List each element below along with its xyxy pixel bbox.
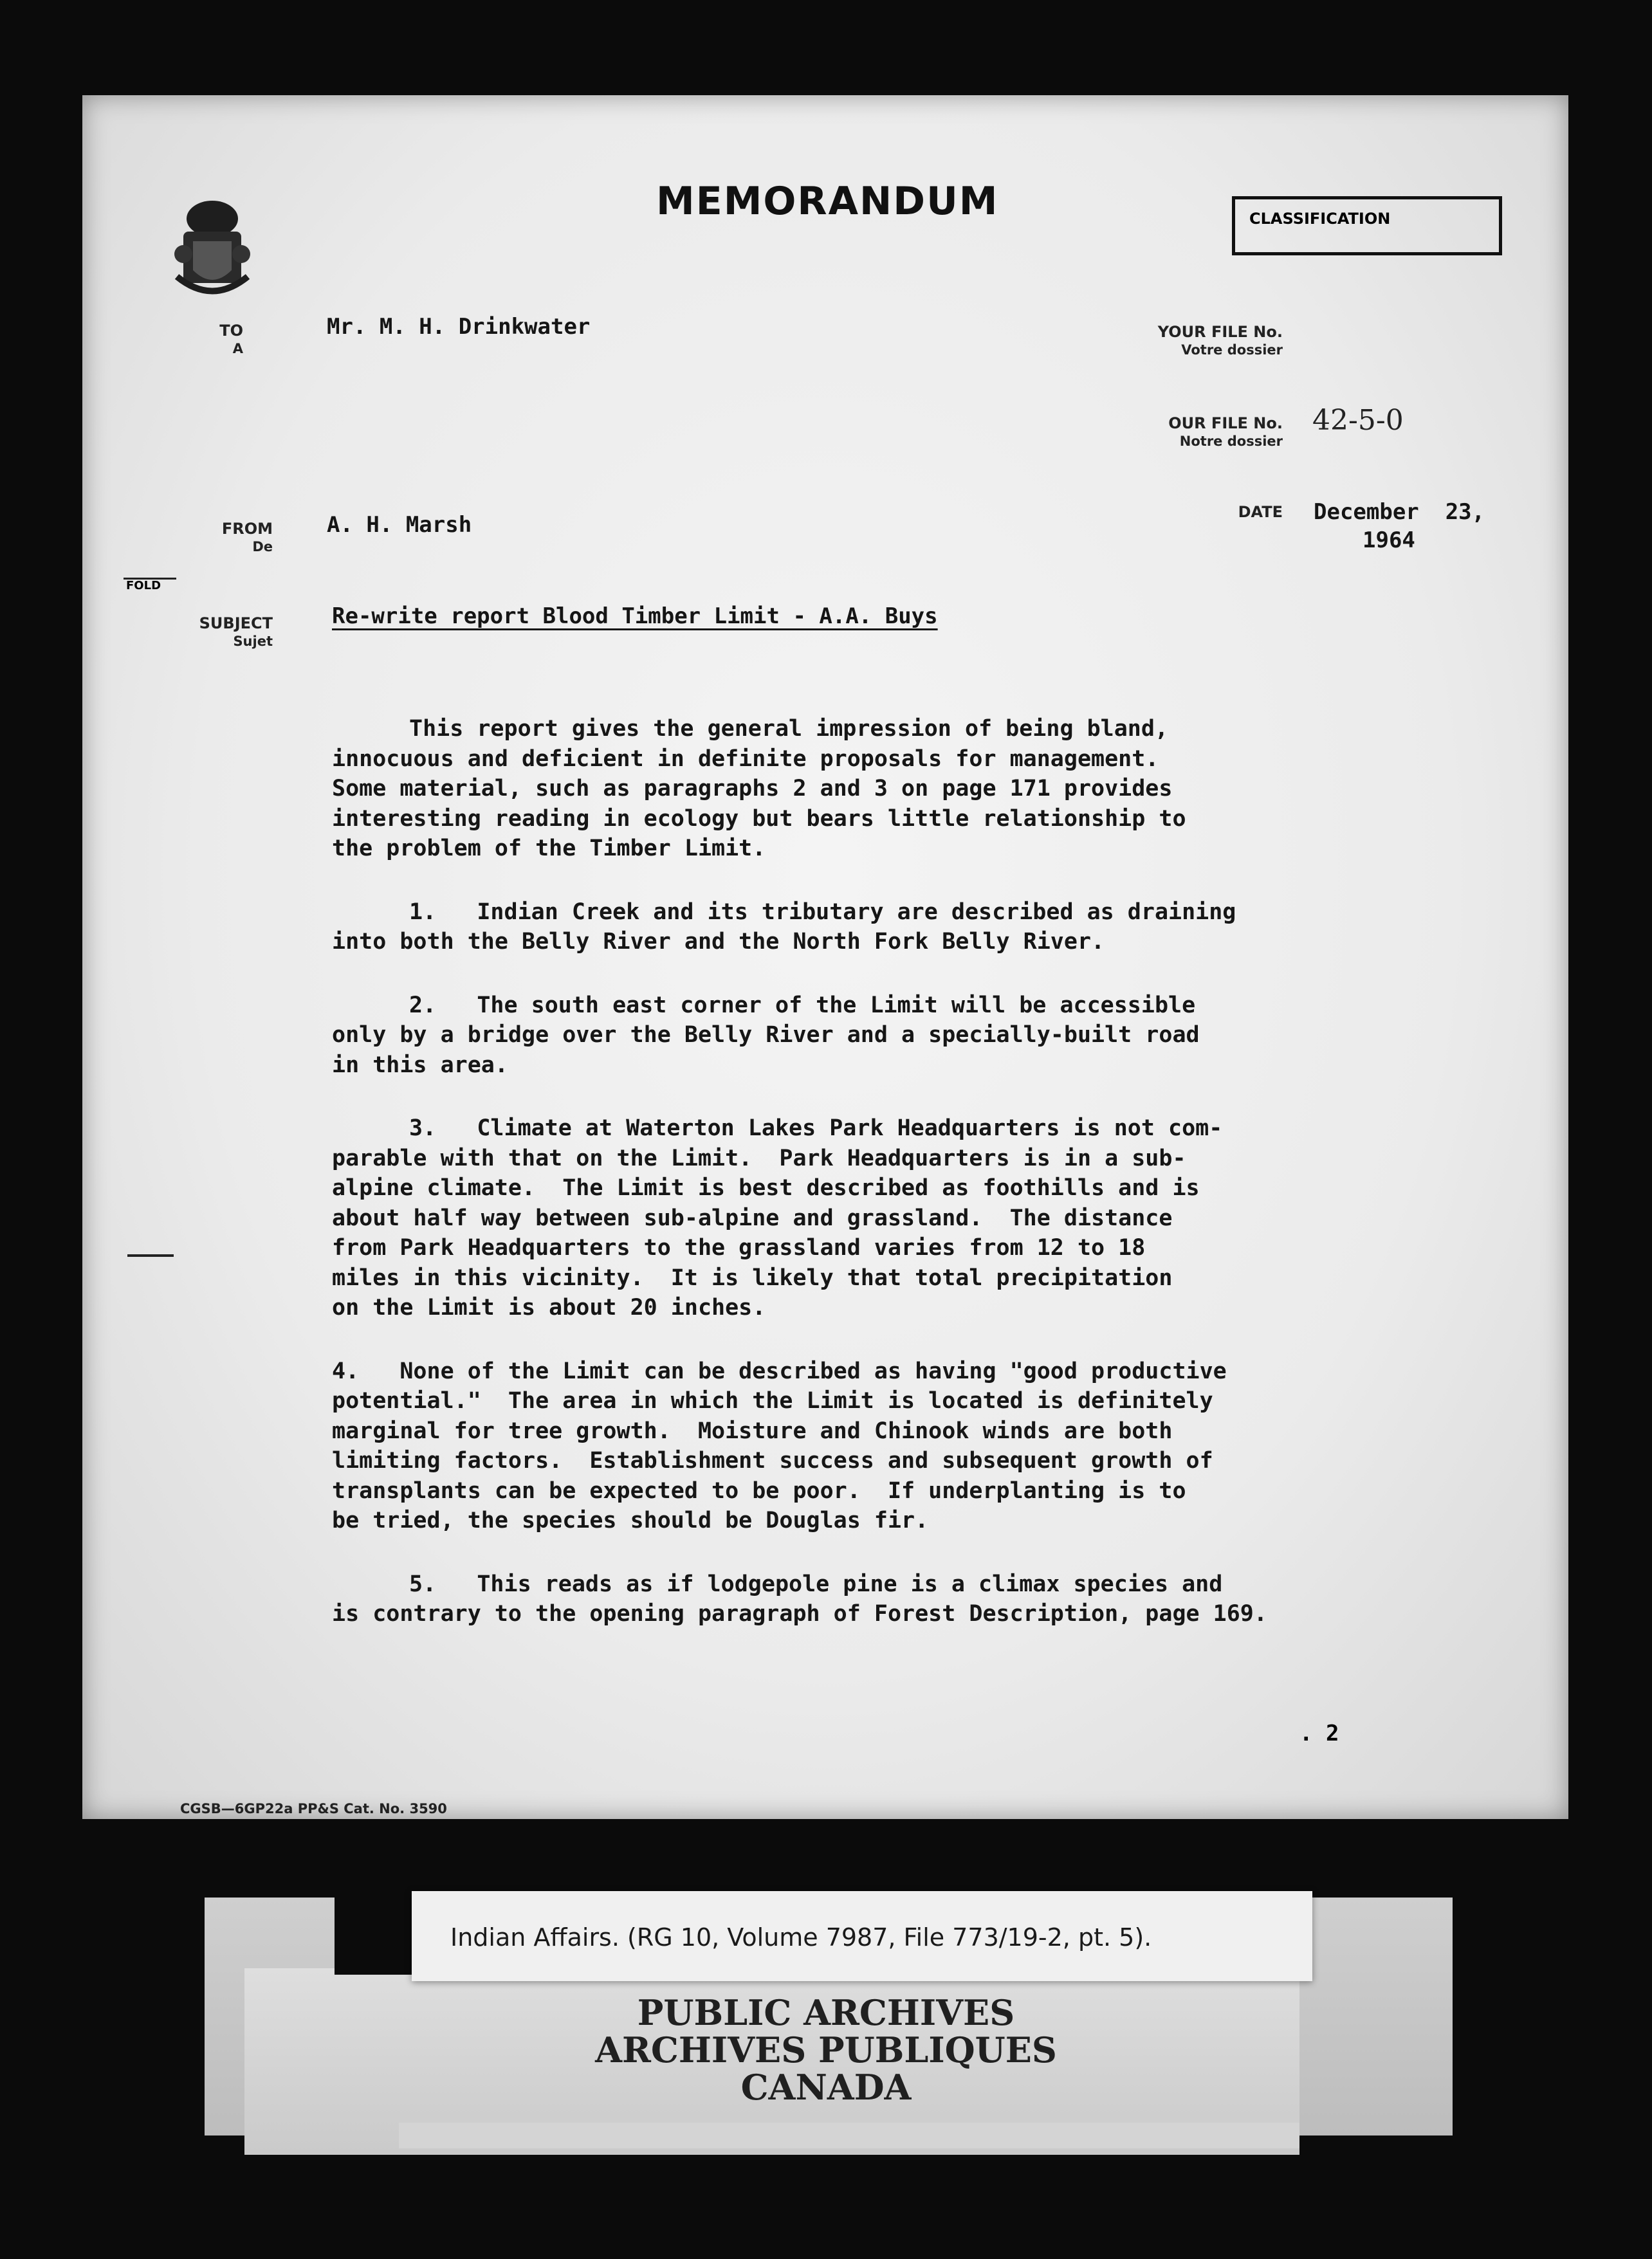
to-value: Mr. M. H. Drinkwater [327,314,591,340]
our-file-label-fr: Notre dossier [1179,434,1283,449]
date-label: DATE [1238,503,1283,521]
subject-label [180,614,273,650]
memo-title: MEMORANDUM [656,179,999,224]
paragraph-2: 2. The south east corner of the Limit will be accessible only by a bridge over the Belly River and a specially-built road in this area. [332,992,1200,1078]
classification-box [1232,196,1502,255]
our-file-value: 42-5-0 [1312,404,1404,437]
paragraph-5: 5. This reads as if lodgepole pine is a climax species and is contrary to the opening paragraph of Forest Description, page 169. [332,1571,1267,1627]
page-number: . 2 [1299,1721,1339,1746]
date-value-line2: 1964 [1363,527,1415,553]
archive-stamp-line2: ARCHIVES PUBLIQUES [595,2029,1057,2071]
paragraph-3: 3. Climate at Waterton Lakes Park Headquarters is not com- parable with that on the Limit. Park Headquarters is in a sub- alpine climate. The Limit is best described as foothills and is about half way between sub-alpine and grassland. The distance from Park Headquarters to the grassland varies from 12 to 18 miles in this vicinity. It is likely that total precipitation on the Limit is about 20 inches. [332,1115,1223,1321]
to-label-fr: A [232,341,243,356]
archive-stamp [0,1994,1652,2106]
date-value-line1: December 23, [1314,499,1485,525]
our-file-label [1113,414,1283,450]
fold-label: FOLD [126,579,161,592]
from-label [193,520,273,556]
intro-paragraph: This report gives the general impression of being bland, innocuous and deficient in definite proposals for management. Some material, such as paragraphs 2 and 3 on page 171 provides interesting reading in ecology but bears little relationship to the problem of the Timber Limit. [332,716,1186,861]
from-label-fr: De [252,539,273,554]
coat-of-arms-icon [164,193,261,309]
from-label-en: FROM [221,520,273,538]
our-file-label-en: OUR FILE No. [1168,414,1283,432]
to-label-en: TO [219,322,243,340]
catalog-number: CGSB—6GP22a PP&S Cat. No. 3590 [180,1801,447,1816]
to-label [205,322,243,358]
your-file-label [1113,323,1283,359]
archive-reference: Indian Affairs. (RG 10, Volume 7987, File 773/19-2, pt. 5). [450,1923,1152,1952]
classification-label: CLASSIFICATION [1249,210,1391,228]
subject-label-en: SUBJECT [199,614,273,632]
your-file-label-en: YOUR FILE No. [1157,323,1283,341]
subject-value: Re-write report Blood Timber Limit - A.A. Buys [332,603,938,629]
margin-mark [127,1254,174,1257]
subject-label-fr: Sujet [233,634,273,649]
paragraph-1: 1. Indian Creek and its tributary are described as draining into both the Belly River and the North Fork Belly River. [332,899,1236,955]
archive-stamp-line3: CANADA [740,2067,912,2108]
paragraph-4: 4. None of the Limit can be described as having "good productive potential." The area in which the Limit is located is definitely marginal for tree growth. Moisture and Chinook winds are both limiting factors. Establishment success and subsequent growth of transplants can be expected to be poor. If underplanting is to be tried, the species should be Douglas fir. [332,1358,1227,1533]
memo-body [332,714,1400,1663]
from-value: A. H. Marsh [327,512,472,538]
archive-stamp-line1: PUBLIC ARCHIVES [637,1992,1015,2033]
archive-label-edge [399,2123,1299,2148]
your-file-label-fr: Votre dossier [1181,342,1283,358]
